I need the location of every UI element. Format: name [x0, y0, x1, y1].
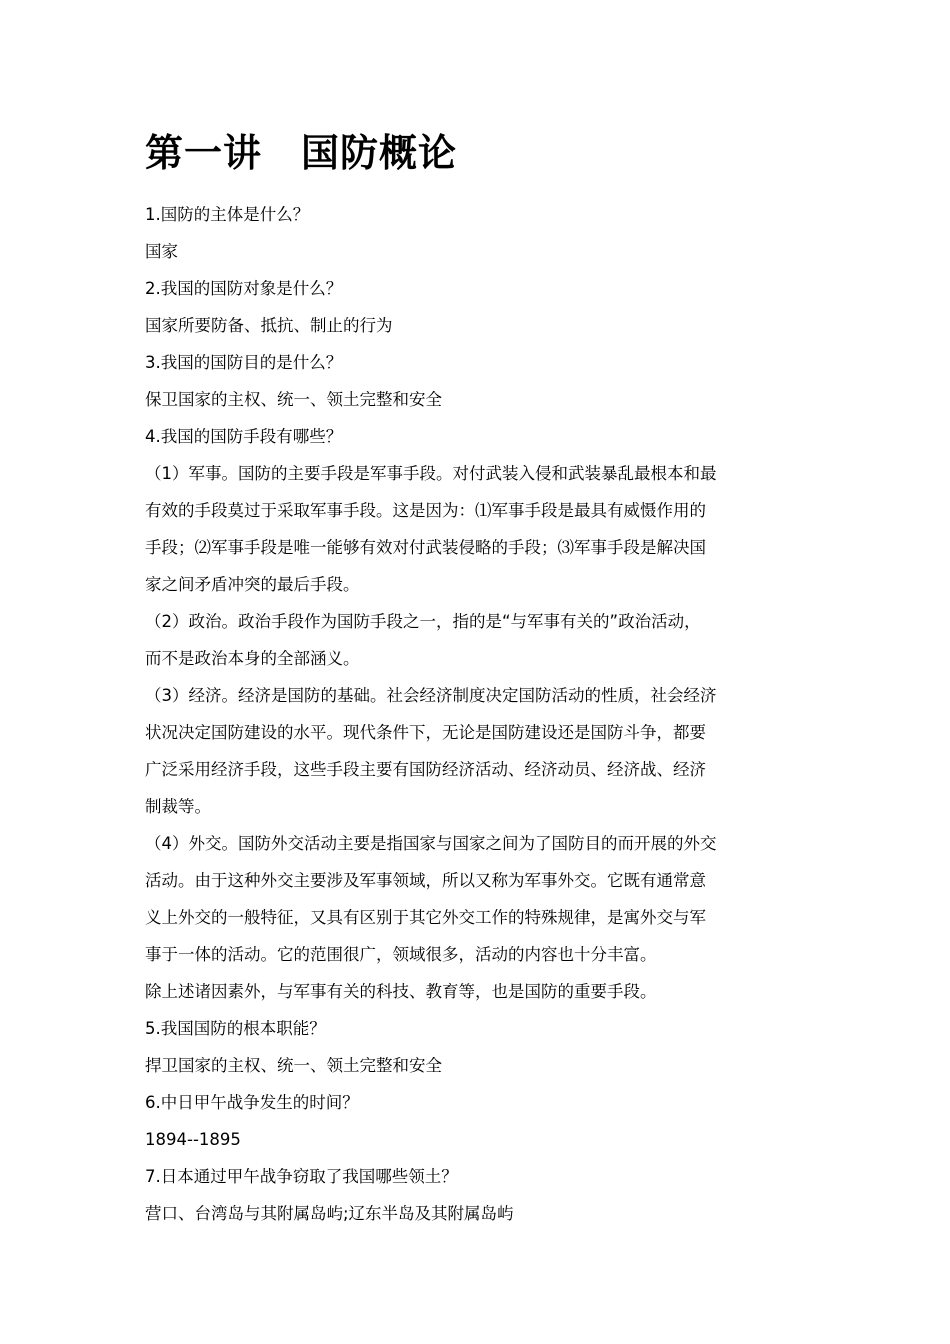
document-body [145, 196, 810, 1232]
answer-text: 保卫国家的主权、统一、领土完整和安全 [145, 390, 442, 409]
question-text: 4.我国的国防手段有哪些？ [145, 427, 343, 446]
page-title: 第一讲 国防概论 [145, 130, 458, 175]
answer-text: 国家 [145, 242, 178, 261]
paragraph-line: 状况决定国防建设的水平。现代条件下，无论是国防建设还是国防斗争，都要 [145, 723, 706, 742]
question-text: 6.中日甲午战争发生的时间？ [145, 1093, 359, 1112]
paragraph-line: 活动。由于这种外交主要涉及军事领域，所以又称为军事外交。它既有通常意 [145, 871, 706, 890]
question-text: 1.国防的主体是什么？ [145, 205, 310, 224]
question-text: 2.我国的国防对象是什么？ [145, 279, 343, 298]
paragraph-line: （4）外交。国防外交活动主要是指国家与国家之间为了国防目的而开展的外交 [145, 834, 717, 853]
answer-text: 营口、台湾岛与其附属岛屿;辽东半岛及其附属岛屿 [145, 1204, 514, 1223]
paragraph-line: 手段；⑵军事手段是唯一能够有效对付武装侵略的手段；⑶军事手段是解决国 [145, 538, 706, 557]
paragraph [145, 603, 810, 677]
paragraph-line: （2）政治。政治手段作为国防手段之一，指的是“与军事有关的”政治活动， [145, 612, 701, 631]
paragraph-line: （3）经济。经济是国防的基础。社会经济制度决定国防活动的性质，社会经济 [145, 686, 717, 705]
paragraph-line: 制裁等。 [145, 797, 211, 816]
paragraph [145, 455, 810, 603]
paragraph-line: 事于一体的活动。它的范围很广，领域很多，活动的内容也十分丰富。 [145, 945, 657, 964]
paragraph-line: （1）军事。国防的主要手段是军事手段。对付武装入侵和武装暴乱最根本和最 [145, 464, 717, 483]
question-text: 5.我国国防的根本职能？ [145, 1019, 326, 1038]
document-page [145, 128, 810, 1232]
answer-text: 捍卫国家的主权、统一、领土完整和安全 [145, 1056, 442, 1075]
paragraph-line: 家之间矛盾冲突的最后手段。 [145, 575, 360, 594]
answer-text: 1894--1895 [145, 1130, 241, 1149]
answer-text: 国家所要防备、抵抗、制止的行为 [145, 316, 393, 335]
question-text: 3.我国的国防目的是什么？ [145, 353, 343, 372]
paragraph-line: 广泛采用经济手段，这些手段主要有国防经济活动、经济动员、经济战、经济 [145, 760, 706, 779]
paragraph-line: 而不是政治本身的全部涵义。 [145, 649, 360, 668]
paragraph [145, 825, 810, 973]
paragraph-line: 义上外交的一般特征，又具有区别于其它外交工作的特殊规律，是寓外交与军 [145, 908, 706, 927]
question-text: 7.日本通过甲午战争窃取了我国哪些领土？ [145, 1167, 458, 1186]
paragraph-line: 有效的手段莫过于采取军事手段。这是因为：⑴军事手段是最具有威慑作用的 [145, 501, 706, 520]
paragraph [145, 677, 810, 825]
answer-text: 除上述诸因素外，与军事有关的科技、教育等，也是国防的重要手段。 [145, 982, 657, 1001]
